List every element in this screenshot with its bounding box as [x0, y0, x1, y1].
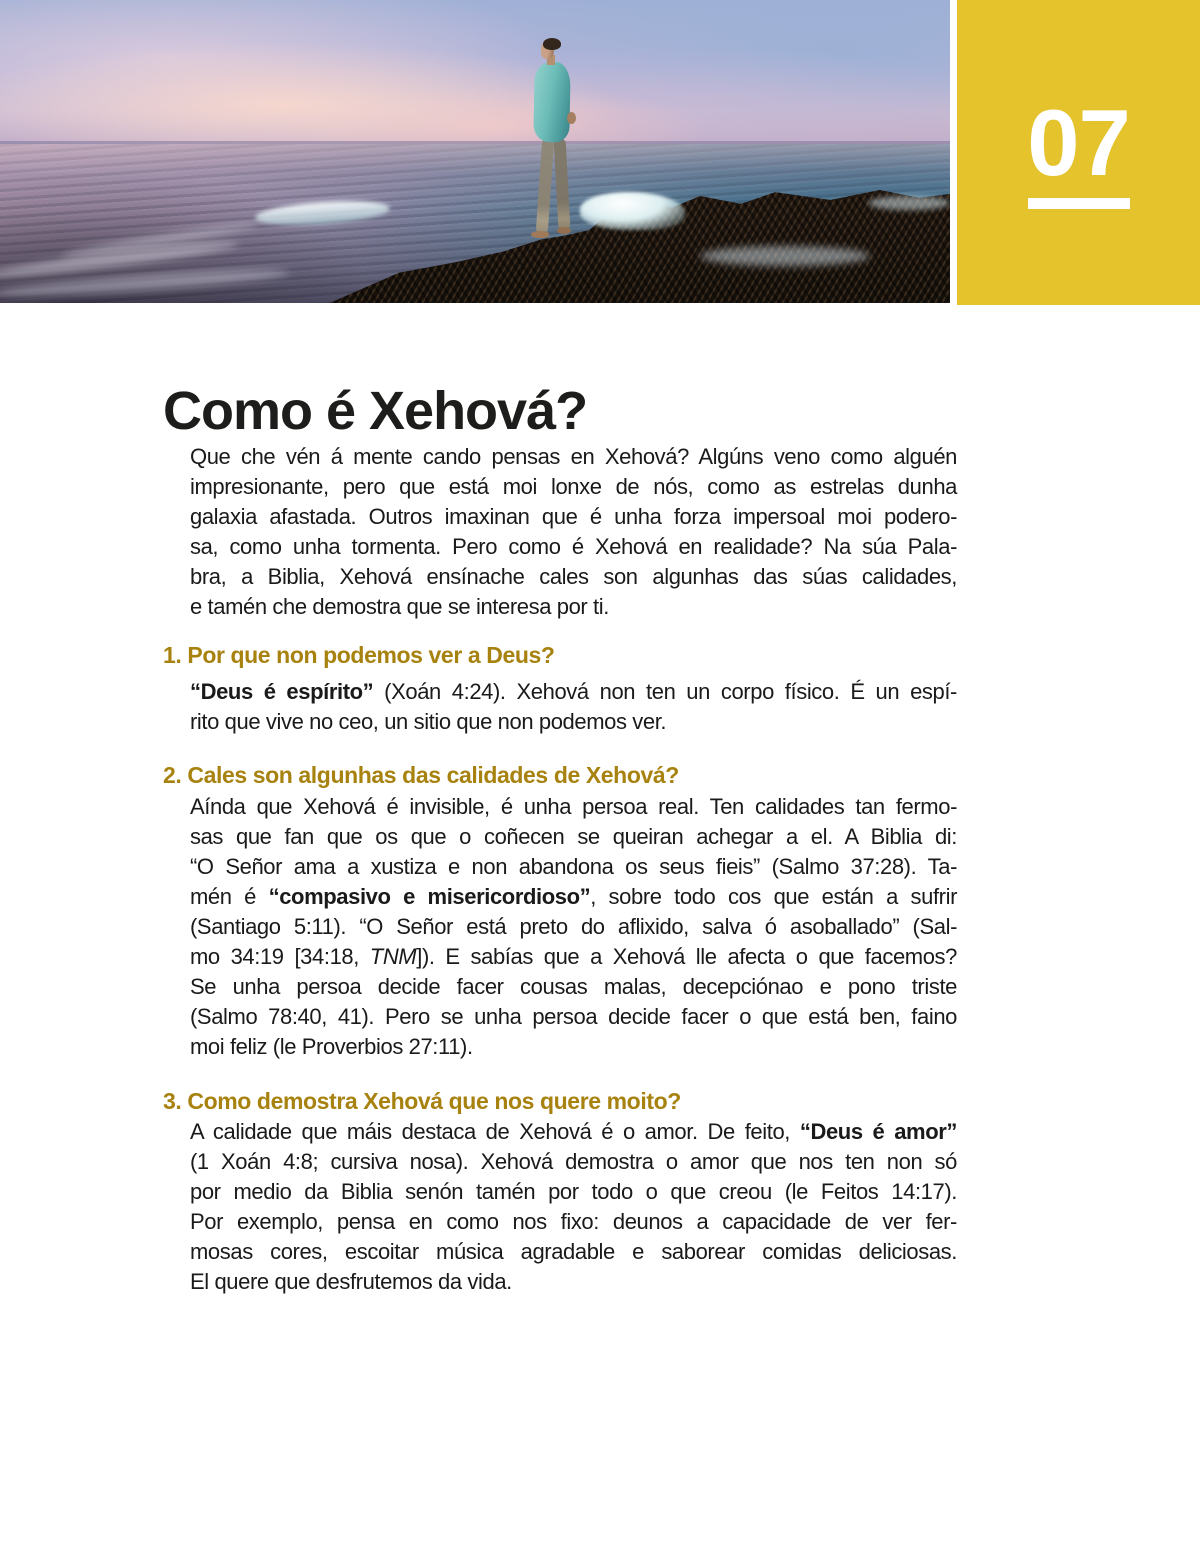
- section-2-paragraph: [190, 792, 957, 1062]
- text-line: [190, 502, 957, 532]
- body-text: rito que vive no ceo, un sitio que non podemos ver.: [190, 709, 667, 734]
- page-title: Como é Xehová?: [163, 381, 588, 442]
- section-2-heading: 2. Cales son algunhas das calidades de Xehová?: [163, 762, 679, 788]
- body-text: Aínda que Xehová é invisible, é unha persoa real. Ten calidades tan fermo-: [190, 794, 957, 819]
- bold-text: “compasivo e misericordioso”: [268, 884, 591, 909]
- body-text: galaxia afastada. Outros imaxinan que é unha forza impersoal moi podero-: [190, 504, 957, 529]
- man-figure: [533, 38, 595, 238]
- foam-patch: [700, 246, 870, 266]
- text-line: [190, 1267, 957, 1297]
- body-text: sas que fan que os que o coñecen se queiran achegar a el. A Biblia di:: [190, 824, 957, 849]
- section-3-paragraph: [190, 1117, 957, 1297]
- man-hair: [543, 38, 561, 50]
- text-line: [190, 1032, 957, 1062]
- intro-paragraph: [190, 442, 957, 622]
- body-text: mo 34:19 [34:18,: [190, 944, 370, 969]
- section-1-paragraph: [190, 677, 957, 737]
- man-shirt: [533, 62, 570, 143]
- text-line: [190, 792, 957, 822]
- man-foot: [531, 231, 549, 238]
- body-text: por medio da Biblia senón tamén por todo o que creou (le Feitos 14:17).: [190, 1179, 957, 1204]
- body-text: sa, como unha tormenta. Pero como é Xehová en realidade? Na súa Pala-: [190, 534, 957, 559]
- text-line: [190, 707, 957, 737]
- text-line: [190, 1207, 957, 1237]
- italic-text: TNM: [369, 944, 417, 969]
- body-text: ]). E sabías que a Xehová lle afecta o que facemos?: [416, 944, 957, 969]
- lesson-number: 07: [1027, 90, 1130, 195]
- text-line: [190, 472, 957, 502]
- body-text: mén é: [190, 884, 269, 909]
- text-line: [190, 1237, 957, 1267]
- man-leg: [554, 138, 571, 231]
- text-line: [190, 882, 957, 912]
- text-line: [190, 912, 957, 942]
- body-text: (1 Xoán 4:8; cursiva nosa). Xehová demostra o amor que nos ten non só: [190, 1149, 957, 1174]
- body-text: Por exemplo, pensa en como nos fixo: deunos a capacidade de ver fer-: [190, 1209, 957, 1234]
- lesson-number-block: [957, 0, 1200, 305]
- text-line: [190, 562, 957, 592]
- body-text: moi feliz (le Proverbios 27:11).: [190, 1034, 473, 1059]
- lesson-number-wrap: [957, 90, 1200, 209]
- text-line: [190, 442, 957, 472]
- foam-patch: [868, 196, 950, 210]
- wave-splash: [580, 192, 685, 230]
- body-text: , sobre todo cos que están a sufrir: [590, 884, 957, 909]
- bold-text: “Deus é espírito”: [190, 679, 374, 704]
- section-1-heading: 1. Por que non podemos ver a Deus?: [163, 642, 555, 668]
- body-text: mosas cores, escoitar música agradable e saborear comidas deliciosas.: [190, 1239, 957, 1264]
- section-3-heading: 3. Como demostra Xehová que nos quere moito?: [163, 1088, 681, 1114]
- text-line: [190, 1177, 957, 1207]
- text-line: [190, 822, 957, 852]
- body-text: impresionante, pero que está moi lonxe de nós, como as estrelas dunha: [190, 474, 957, 499]
- text-line: [190, 972, 957, 1002]
- body-text: e tamén che demostra que se interesa por ti.: [190, 594, 609, 619]
- bold-text: “Deus é amor”: [799, 1119, 957, 1144]
- hero-photo: [0, 0, 950, 303]
- man-leg: [536, 138, 555, 235]
- man-foot: [557, 227, 571, 234]
- text-line: [190, 1117, 957, 1147]
- body-text: bra, a Biblia, Xehová ensínache cales son algunhas das súas calidades,: [190, 564, 957, 589]
- body-text: A calidade que máis destaca de Xehová é o amor. De feito,: [190, 1119, 800, 1144]
- body-text: (Santiago 5:11). “O Señor está preto do aflixido, salva ó asoballado” (Sal-: [190, 914, 957, 939]
- text-line: [190, 677, 957, 707]
- body-text: (Xoán 4:24). Xehová non ten un corpo físico. É un espí-: [373, 679, 957, 704]
- body-text: Se unha persoa decide facer cousas malas, decepciónao e pono triste: [190, 974, 957, 999]
- body-text: “O Señor ama a xustiza e non abandona os seus fieis” (Salmo 37:28). Ta-: [190, 854, 957, 879]
- text-line: [190, 1002, 957, 1032]
- lesson-number-underline: [1028, 198, 1130, 209]
- sunset-sky: [0, 0, 950, 146]
- text-line: [190, 852, 957, 882]
- body-text: Que che vén á mente cando pensas en Xehová? Algúns veno como alguén: [190, 444, 957, 469]
- text-line: [190, 942, 957, 972]
- man-hand: [567, 112, 576, 124]
- text-line: [190, 1147, 957, 1177]
- text-line: [190, 532, 957, 562]
- body-text: (Salmo 78:40, 41). Pero se unha persoa decide facer o que está ben, faino: [190, 1004, 957, 1029]
- body-text: El quere que desfrutemos da vida.: [190, 1269, 512, 1294]
- text-line: [190, 592, 957, 622]
